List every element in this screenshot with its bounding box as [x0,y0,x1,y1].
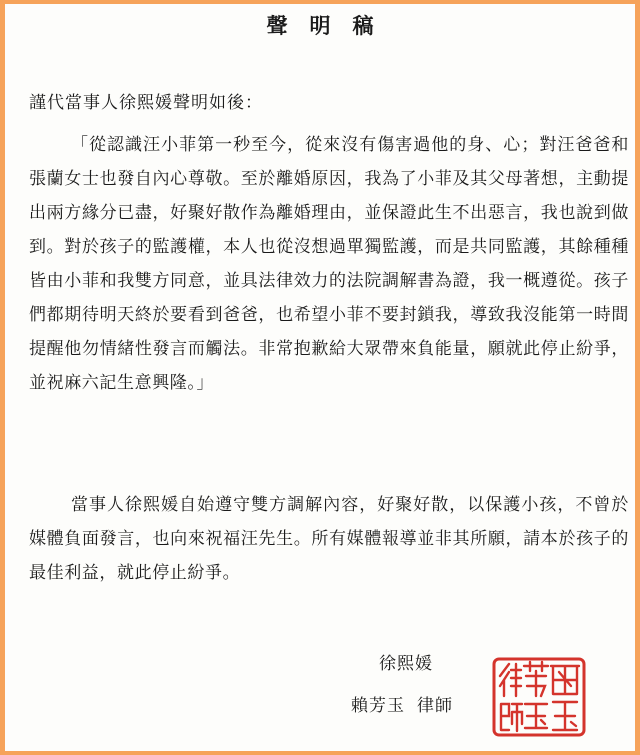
lawyer-title: 律師 [417,696,453,716]
lawyer-signature-line [351,691,453,716]
statement-document [5,4,635,751]
signatory-name: 徐熙媛 [379,654,433,674]
lawyer-name: 賴芳玉 [351,696,405,716]
lawyer-statement-paragraph: 當事人徐熙媛自始遵守雙方調解內容，好聚好散，以保護小孩，不曾於媒體負面發言，也向來祝福汪先生。所有媒體報導並非其所願，請本於孩子的最佳利益，就此停止紛爭。 [29,495,629,583]
document-title: 聲明稿 [266,13,396,38]
quoted-statement-paragraph: 「從認識汪小菲第一秒至今，從來沒有傷害過他的身、心；對汪爸爸和張蘭女士也發自內心尊敬。至於離婚原因，我為了小菲及其父母著想，主動提出兩方緣分已盡，好聚好散作為離婚理由，並保證此生不出惡言，我也說到做到。對於孩子的監護權，本人也從沒想過單獨監護，而是共同監護，其餘種種皆由小菲和我雙方同意，並具法律效力的法院調解書為證，我一概遵從。孩子們都期待明天終於要看到爸爸，也希望小菲不要封鎖我，導致我沒能第一時間提醒他勿情緒性發言而觸法。非常抱歉給大眾帶來負能量，願就此停止紛爭，並祝麻六記生意興隆。」 [29,135,629,393]
lawyer-seal-stamp [491,656,587,738]
opening-line: 謹代當事人徐熙媛聲明如後： [29,93,263,113]
